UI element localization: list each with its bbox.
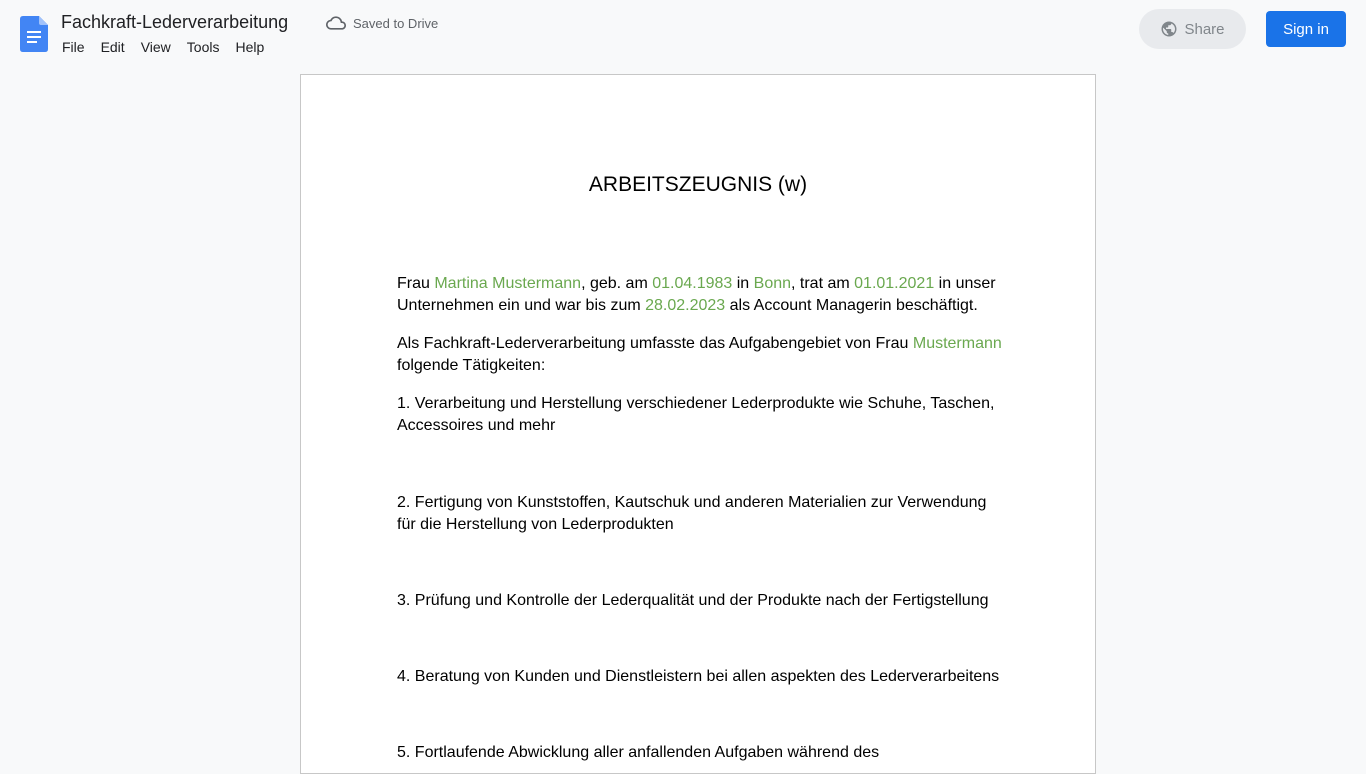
cloud-done-icon [326, 13, 346, 33]
share-label: Share [1184, 20, 1225, 38]
tasks-intro-text: folgende Tätigkeiten: [397, 357, 546, 374]
employee-surname: Mustermann [912, 335, 1002, 352]
docs-logo-icon[interactable] [20, 16, 48, 52]
document-title[interactable]: Fachkraft-Lederverarbeitung [61, 12, 289, 32]
task-item: 4. Beratung von Kunden und Dienstleistern bei allen aspekten des Lederverarbeitens [397, 668, 1000, 685]
menu-view[interactable]: View [140, 39, 171, 55]
app-header [0, 0, 1366, 64]
task-item: 3. Prüfung und Kontrolle der Lederqualität und der Produkte nach der Fertigstellung [397, 592, 989, 609]
employee-name: Martina Mustermann [434, 275, 582, 292]
task-item: 1. Verarbeitung und Herstellung verschiedener Lederprodukte wie Schuhe, Taschen, Accessoires und mehr [397, 395, 995, 434]
saved-status[interactable] [326, 13, 438, 33]
menu-tools[interactable]: Tools [186, 39, 220, 55]
menu-edit[interactable]: Edit [100, 39, 125, 55]
menu-file[interactable]: File [62, 39, 85, 55]
share-button[interactable] [1139, 9, 1246, 49]
tasks-intro-paragraph [397, 333, 1007, 377]
start-date: 01.01.2021 [854, 275, 935, 292]
intro-text: , geb. am [581, 275, 653, 292]
intro-text: in [732, 275, 754, 292]
end-date: 28.02.2023 [645, 297, 726, 314]
document-heading: ARBEITSZEUGNIS (w) [588, 173, 808, 196]
task-item: 5. Fortlaufende Abwicklung aller anfallenden Aufgaben während des [397, 744, 880, 761]
sign-in-button[interactable]: Sign in [1266, 11, 1346, 47]
birth-city: Bonn [753, 275, 792, 292]
intro-text: als Account Managerin beschäftigt. [725, 297, 978, 314]
tasks-intro-text: Als Fachkraft-Lederverarbeitung umfasste das Aufgabengebiet von Frau [397, 335, 913, 352]
globe-icon [1160, 20, 1178, 38]
task-item: 2. Fertigung von Kunststoffen, Kautschuk und anderen Materialien zur Verwendung für die Herstellung von Lederprodukten [397, 494, 987, 533]
intro-text: Frau [397, 275, 435, 292]
intro-paragraph [397, 273, 1007, 317]
intro-text: , trat am [791, 275, 855, 292]
menu-help[interactable]: Help [235, 39, 265, 55]
intro-text: in unser Unternehmen ein und war bis zum [397, 275, 996, 314]
birth-date: 01.04.1983 [652, 275, 733, 292]
document-page[interactable] [300, 74, 1096, 774]
saved-status-label: Saved to Drive [353, 15, 439, 31]
menu-bar [54, 36, 272, 58]
